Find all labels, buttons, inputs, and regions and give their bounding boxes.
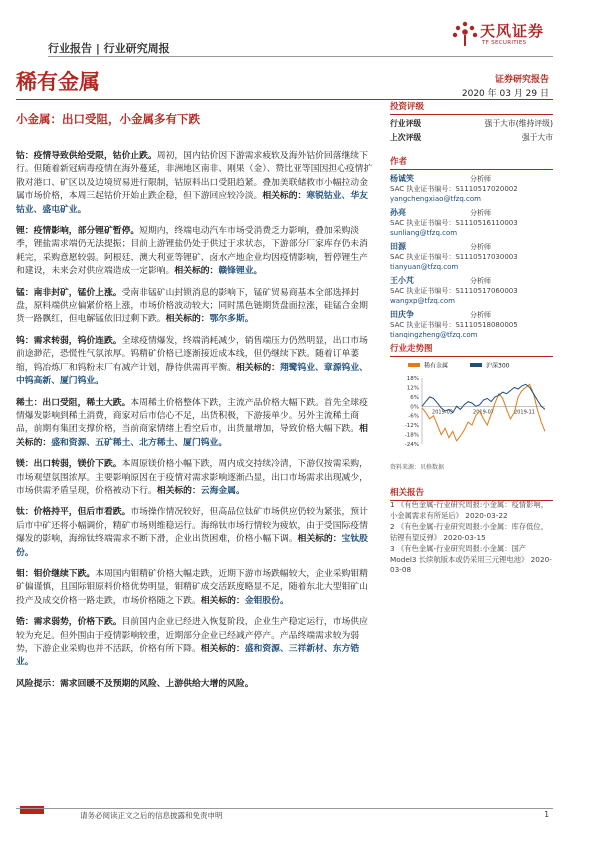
paragraph-lead: 钼：钼价继续下跌。 [16, 568, 96, 579]
page-number: 1 [544, 810, 549, 819]
author-email[interactable]: yangchengxiao@tfzq.com [390, 195, 481, 203]
header-divider [48, 56, 553, 57]
x-tick-label: 2019-03 [432, 409, 453, 416]
author-email[interactable]: wangxp@tfzq.com [390, 297, 455, 305]
paragraph [16, 458, 376, 498]
related-report-date: 2020-03-15 [443, 532, 486, 542]
author-name: 田庆争 [390, 310, 414, 319]
paragraph-relv: 云海金属。 [200, 485, 245, 496]
author-panel [390, 155, 553, 340]
y-tick-label: -24% [404, 442, 419, 448]
report-type: 证券研究报告 [494, 75, 549, 85]
paragraph-relv: 鄂尔多斯。 [209, 314, 254, 325]
paragraph-lead: 钴：疫情导致供给受限，钴价止跌。 [16, 151, 157, 161]
y-tick-label: -6% [408, 413, 419, 420]
author-entry [390, 310, 553, 340]
paragraph [16, 568, 376, 608]
paragraph [16, 397, 376, 451]
related-panel [390, 486, 553, 501]
author-role: 分析师 [470, 311, 491, 319]
author-entry [390, 208, 553, 238]
y-tick-label: -12% [404, 423, 419, 430]
author-email[interactable]: tianyuan@tfzq.com [390, 263, 459, 271]
paragraph-rel: 相关标的： [262, 191, 307, 202]
rating-key: 行业评级 [390, 119, 422, 128]
rating-panel [390, 100, 553, 143]
paragraph-rel: 相关标的： [16, 424, 368, 448]
author-entry [390, 242, 553, 272]
related-title: 相关报告 [390, 486, 553, 501]
industry-trend-chart [390, 358, 553, 458]
y-tick-label: 12% [406, 385, 419, 392]
related-report-text: 3 《有色金属-行业研究周报:小金属：国产 Model3 长续航版本或仍采用三元锂电池》 [390, 544, 529, 564]
x-tick-label: 2019-11 [514, 409, 535, 416]
logo-text: 天风证券 [480, 22, 545, 40]
logo-mark-icon [448, 16, 482, 50]
paragraph-lead: 锰：南非封矿，锰价上涨。 [16, 287, 122, 298]
paragraph-lead: 锆：需求弱势，价格下跌。 [16, 617, 122, 628]
logo-subtext: TF SECURITIES [482, 40, 527, 46]
related-report-item[interactable] [390, 500, 553, 521]
paragraph-body: 本周稀土价格整体下跌，主流产品价格大幅下跌。首先全球疫情爆发影响到稀土消费，商家对后市信心不足，出货积极，下游接单少。另外主流稀土商品，前期有集团支撑价格，当前商家情绪上看空后市，出货量增加，导致价格大幅下跌。 [16, 397, 368, 435]
rating-row [390, 118, 553, 129]
author-role: 分析师 [470, 209, 491, 217]
paragraph-lead: 钛：价格持平，但后市看跌。 [16, 507, 131, 518]
rating-value: 强于大市(维持评级) [484, 119, 553, 128]
paragraph-lead: 钨：需求转弱，钨价连跌。 [16, 335, 122, 346]
related-report-list [390, 500, 553, 577]
paragraph-rel: 相关标的： [156, 485, 201, 496]
paragraph [16, 616, 376, 670]
paragraph [16, 287, 376, 327]
paragraph-body: 全球疫情爆发，终端消耗减少，销售端压力仍然明显，出口市场前途渺茫，恐慌性气氛浓厚。钨精矿价格已逐渐接近成本线，但仍继续下跌。随着订单萎缩，钨冶炼厂和钨粉末厂有减产计划，静待供需再平衡。 [16, 335, 368, 373]
paragraph-lead: 锂：疫情影响，部分锂矿暂停。 [16, 226, 140, 237]
paragraph-body: 本周国内钼精矿价格大幅走跌，近期下游市场跌幅较大，企业采购钼精矿偏谨慎，且国际钼原料价格优势明显，钼精矿成交活跃度略显不足，随着东北大型钼矿山投产及成交价格一路走跌，市场价格随之下跌。 [16, 568, 368, 606]
rating-row [390, 132, 553, 143]
author-role: 分析师 [470, 243, 491, 251]
author-title: 作者 [390, 155, 553, 170]
paragraph-rel: 相关标的： [200, 595, 245, 606]
paragraph-rel: 相关标的： [165, 314, 210, 325]
author-email[interactable]: tianqingzheng@tfzq.com [390, 331, 478, 339]
paragraph-relv: 赣锋锂业。 [218, 266, 263, 277]
legend-label: 沪深300 [486, 362, 510, 370]
footer-divider [16, 808, 553, 809]
y-tick-label: -18% [404, 432, 419, 439]
paragraph-relv: 盛和资源、五矿稀土、北方稀土、厦门钨业。 [51, 437, 228, 448]
report-date: 2020 年 03 月 29 日 [461, 89, 549, 99]
chart-source: 资料来源：贝格数据 [390, 464, 445, 471]
paragraph-body: 短期内，终端电动汽车市场受消费乏力影响，叠加采购淡季，锂盐需求端仍无法提振；目前上游锂盐仍处于供过于求状态，下游部分厂家库存仍未消耗完，采购意愿较弱。阿根廷、澳大利亚等锂矿、卤水产地企业均因疫情影响，暂停锂生产和建设，未来会对供应端造成一定影响。 [16, 226, 368, 277]
paragraph-relv: 盛和资源、三祥新材、东方锆业。 [16, 644, 360, 668]
author-cert: SAC 执业证书编号：S1110517060003 [390, 287, 518, 295]
rating-title: 投资评级 [390, 100, 553, 115]
legend-swatch [470, 363, 482, 367]
page-title: 稀有金属 [16, 70, 100, 94]
trend-panel [390, 342, 553, 357]
paragraph-rel: 相关标的： [200, 644, 245, 654]
author-email[interactable]: sunliang@tfzq.com [390, 229, 458, 237]
author-cert: SAC 执业证书编号：S1110518080005 [390, 321, 518, 329]
related-report-date: 2020-03-08 [390, 554, 552, 574]
author-name: 杨诚笑 [390, 174, 414, 183]
related-report-item[interactable] [390, 544, 553, 576]
paragraph-rel: 相关标的： [174, 266, 219, 277]
disclaimer: 请务必阅读正文之后的信息披露和免责申明 [80, 811, 223, 820]
author-role: 分析师 [470, 277, 491, 285]
author-name: 孙亮 [390, 208, 406, 217]
paragraph-relv: 金钼股份。 [244, 595, 289, 606]
paragraph-rel: 相关标的： [235, 362, 280, 373]
paragraph-body: 目前国内企业已经进入恢复阶段，企业生产稳定运行，市场供应较为充足。但外围由于疫情影响较重，近期部分企业已经减产停产。产品终端需求较为弱势，下游企业采购也并不活跃，价格有所下降。 [16, 617, 368, 654]
paragraph [16, 678, 376, 691]
related-report-date: 2020-03-22 [465, 510, 508, 520]
main-content [16, 150, 376, 699]
paragraph [16, 150, 376, 217]
author-role: 分析师 [470, 175, 491, 183]
paragraph-lead: 稀土：出口受阻，稀土大跌。 [16, 397, 131, 408]
y-tick-label: 0% [410, 404, 419, 411]
paragraph-rel: 相关标的： [297, 534, 342, 545]
author-name: 王小芃 [390, 276, 414, 285]
paragraph [16, 506, 376, 560]
paragraph-body: 周初，国内钴价因下游需求疲软及海外钴价回落继续下行。但随着新冠病毒疫情在海外蔓延，非洲地区南非、刚果（金）、赞比亚等国因担心疫情扩散对港口、矿区以及边境贸易进行限制，钴原料出口受阻趋紧。叠加美联储救市小幅拉动金属市场价格，本周三起钴价开始止跌企稳，但下游回应较冷淡。 [16, 151, 373, 202]
paragraph-relv: 寒锐钴业、华友钴业、盛屯矿业。 [16, 191, 368, 215]
author-cert: SAC 执业证书编号：S1110517030003 [390, 253, 518, 261]
paragraph-lead: 镁：出口转弱，镁价下跌。 [16, 459, 122, 470]
paragraph [16, 335, 376, 389]
author-name: 田源 [390, 242, 406, 251]
report-headline: 小金属：出口受阻，小金属多有下跌 [16, 112, 200, 126]
paragraph-relv: 翔鹭钨业、章源钨业、中钨高新、厦门钨业。 [16, 362, 368, 387]
paragraph-body: 受南非锰矿山封锁消息的影响下，锰矿贸易商基本全部选择封盘，原料端供应偏紧价格上涨，市场价格波动较大；同时黑色链期货盘面拉涨，硅锰合金期货一路飘红，但电解锰依旧过剩下跌。 [16, 287, 368, 325]
related-report-text: 1 《有色金属-行业研究周报:小金属：疫情影响，小金属需求有所延后》 [390, 500, 548, 520]
author-cert: SAC 执业证书编号：S1110517020002 [390, 185, 518, 193]
report-category: 行业报告 | 行业研究周报 [48, 42, 170, 55]
paragraph-body: 市场操作情况较好，但高品位钛矿市场供应仍较为紧张，预计后市中矿还将小幅调价，精矿市场则维稳运行。海绵钛市场行情较为疲软，由于受国际疫情爆发的影响，海绵钛终端需求不断下滑，企业出货困难，价格小幅下调。 [16, 507, 368, 545]
legend-swatch [408, 363, 420, 367]
paragraph-lead: 风险提示：需求回暖不及预期的风险、上游供给大增的风险。 [16, 678, 254, 689]
y-tick-label: 18% [406, 376, 419, 382]
paragraph-relv: 宝钛股份。 [16, 534, 368, 558]
rating-key: 上次评级 [390, 133, 422, 142]
x-tick-label: 2019-07 [473, 409, 494, 416]
author-entry [390, 174, 553, 204]
paragraph [16, 225, 376, 279]
trend-title: 行业走势图 [390, 342, 553, 357]
related-report-text: 2 《有色金属-行业研究周报:小金属：库存低位，钴锂有望反弹》 [390, 522, 548, 542]
paragraph-body: 本周原镁价格小幅下跌，周内成交持续冷清，下游仅按需采购，市场观望氛围浓厚。主要影响原因在于疫情对需求影响逐渐凸显，出口市场需求出现减少，市场供需矛盾呈现，价格被动下行。 [16, 459, 368, 496]
y-tick-label: 6% [410, 394, 419, 401]
author-entry [390, 276, 553, 306]
rating-value: 强于大市 [521, 133, 553, 142]
related-report-item[interactable] [390, 522, 553, 543]
author-cert: SAC 执业证书编号：S1110516110003 [390, 219, 518, 227]
legend-label: 稀有金属 [424, 362, 449, 370]
